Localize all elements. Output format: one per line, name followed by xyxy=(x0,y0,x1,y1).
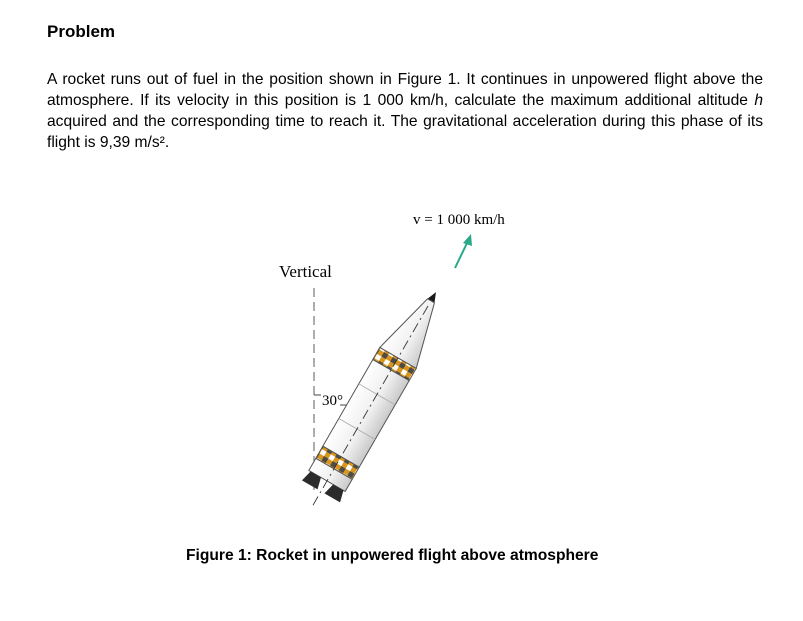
problem-text-part1: A rocket runs out of fuel in the position shown in Figure 1. It continues in unpowered flight above the atmosphere. If its velocity in this position is 1 000 km/h, calculate the maximum additional altitude xyxy=(47,71,763,109)
problem-text-part2: acquired and the corresponding time to reach it. The gravitational acceleration during this phase of its flight is 9,39 m/s². xyxy=(47,113,763,151)
angle-label: 30° xyxy=(322,393,343,409)
altitude-variable: h xyxy=(754,92,763,109)
velocity-arrow-head xyxy=(463,234,472,246)
vertical-label: Vertical xyxy=(279,262,332,281)
rocket xyxy=(294,281,455,516)
velocity-label: v = 1 000 km/h xyxy=(413,212,505,228)
figure-caption: Figure 1: Rocket in unpowered flight above atmosphere xyxy=(186,547,599,564)
problem-heading: Problem xyxy=(47,22,116,41)
